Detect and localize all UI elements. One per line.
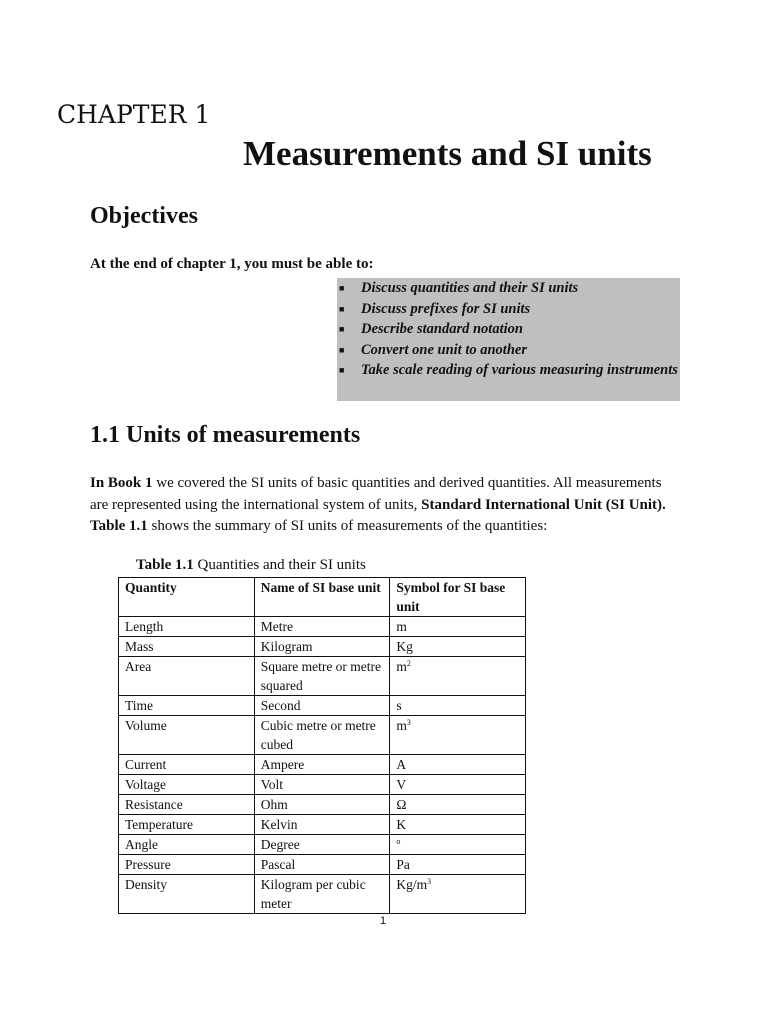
cell-unit-symbol-text: m bbox=[396, 659, 407, 674]
table-caption bbox=[136, 557, 366, 574]
table-row bbox=[119, 657, 526, 696]
cell-unit-name-text: Volt bbox=[260, 777, 283, 792]
unit-exponent: o bbox=[396, 837, 401, 846]
cell-quantity-text: Volume bbox=[125, 718, 167, 733]
paragraph-text: shows the summary of SI units of measurements of the quantities: bbox=[147, 518, 548, 534]
cell-unit-symbol bbox=[390, 617, 526, 637]
square-bullet-icon: ■ bbox=[339, 324, 345, 334]
objectives-list bbox=[337, 278, 680, 381]
cell-unit-name bbox=[254, 657, 390, 696]
table-caption-label: Table 1.1 bbox=[136, 557, 194, 573]
table-row bbox=[119, 716, 526, 755]
table-row bbox=[119, 875, 526, 914]
objective-item bbox=[337, 340, 680, 361]
paragraph-text: we covered the SI units of basic quantities and derived quantities. All measurements are represented using the international system of units, bbox=[90, 475, 662, 513]
cell-unit-symbol-text: Kg bbox=[396, 639, 413, 654]
cell-quantity bbox=[119, 617, 255, 637]
cell-quantity bbox=[119, 875, 255, 914]
cell-unit-name bbox=[254, 835, 390, 855]
cell-unit-symbol bbox=[390, 696, 526, 716]
table-row bbox=[119, 617, 526, 637]
cell-quantity bbox=[119, 835, 255, 855]
cell-quantity-text: Resistance bbox=[125, 797, 183, 812]
unit-exponent: 3 bbox=[406, 718, 411, 727]
table-row bbox=[119, 696, 526, 716]
cell-unit-name-text: Degree bbox=[260, 837, 300, 852]
section-heading: 1.1 Units of measurements bbox=[90, 422, 361, 448]
objectives-intro: At the end of chapter 1, you must be able to: bbox=[90, 256, 374, 272]
cell-unit-name-text: Kilogram per cubic meter bbox=[260, 877, 366, 911]
cell-unit-symbol bbox=[390, 875, 526, 914]
cell-unit-symbol-text: A bbox=[396, 757, 407, 772]
si-units-table bbox=[118, 577, 526, 914]
cell-unit-name bbox=[254, 815, 390, 835]
cell-unit-name-text: Kelvin bbox=[260, 817, 298, 832]
cell-quantity-text: Mass bbox=[125, 639, 154, 654]
cell-unit-symbol bbox=[390, 657, 526, 696]
cell-unit-symbol-text: m bbox=[396, 718, 407, 733]
objectives-heading: Objectives bbox=[90, 203, 198, 229]
unit-exponent: 2 bbox=[406, 659, 411, 668]
section-paragraph bbox=[90, 473, 680, 538]
square-bullet-icon: ■ bbox=[339, 365, 345, 375]
objective-text: Discuss quantities and their SI units bbox=[361, 280, 579, 296]
cell-unit-name-text: Square metre or metre squared bbox=[260, 659, 382, 693]
cell-unit-symbol bbox=[390, 795, 526, 815]
cell-quantity-text: Angle bbox=[125, 837, 158, 852]
cell-unit-name-text: Ampere bbox=[260, 757, 305, 772]
cell-quantity-text: Temperature bbox=[125, 817, 194, 832]
cell-unit-name-text: Kilogram bbox=[260, 639, 313, 654]
cell-unit-name bbox=[254, 637, 390, 657]
objectives-box bbox=[337, 278, 680, 401]
cell-quantity bbox=[119, 657, 255, 696]
cell-unit-symbol-text: m bbox=[396, 619, 407, 634]
cell-unit-name bbox=[254, 617, 390, 637]
cell-unit-name bbox=[254, 755, 390, 775]
table-reference: Table 1.1 bbox=[90, 518, 148, 534]
cell-unit-name-text: Pascal bbox=[260, 857, 296, 872]
cell-unit-name bbox=[254, 716, 390, 755]
objective-text: Describe standard notation bbox=[361, 321, 523, 337]
page-title: Measurements and SI units bbox=[243, 134, 652, 173]
objective-text: Take scale reading of various measuring instruments bbox=[361, 362, 678, 378]
cell-quantity bbox=[119, 755, 255, 775]
cell-unit-symbol bbox=[390, 716, 526, 755]
cell-quantity-text: Length bbox=[125, 619, 164, 634]
table-row bbox=[119, 795, 526, 815]
table-row bbox=[119, 755, 526, 775]
table-body bbox=[119, 617, 526, 914]
cell-quantity-text: Density bbox=[125, 877, 167, 892]
si-unit-term: Standard International Unit (SI Unit). bbox=[421, 496, 666, 513]
cell-unit-symbol-text: Pa bbox=[396, 857, 410, 872]
cell-quantity bbox=[119, 696, 255, 716]
table-row bbox=[119, 637, 526, 657]
table-caption-text: Quantities and their SI units bbox=[193, 557, 366, 573]
objective-item bbox=[337, 278, 680, 299]
square-bullet-icon: ■ bbox=[339, 283, 345, 293]
cell-unit-name bbox=[254, 775, 390, 795]
chapter-label: CHAPTER 1 bbox=[57, 100, 211, 129]
cell-unit-symbol bbox=[390, 855, 526, 875]
cell-quantity-text: Pressure bbox=[125, 857, 171, 872]
table-row bbox=[119, 855, 526, 875]
cell-quantity bbox=[119, 795, 255, 815]
cell-unit-name bbox=[254, 875, 390, 914]
header-unit-symbol: Symbol for SI base unit bbox=[390, 578, 526, 617]
table-row bbox=[119, 775, 526, 795]
objective-text: Convert one unit to another bbox=[361, 341, 527, 358]
cell-unit-name-text: Ohm bbox=[260, 797, 288, 812]
cell-unit-name bbox=[254, 855, 390, 875]
square-bullet-icon: ■ bbox=[339, 303, 345, 314]
cell-unit-symbol bbox=[390, 775, 526, 795]
cell-unit-symbol bbox=[390, 815, 526, 835]
header-unit-name: Name of SI base unit bbox=[254, 578, 390, 617]
cell-unit-symbol-text: K bbox=[396, 817, 407, 832]
cell-quantity bbox=[119, 855, 255, 875]
cell-unit-name bbox=[254, 696, 390, 716]
table-row bbox=[119, 835, 526, 855]
cell-quantity bbox=[119, 815, 255, 835]
cell-quantity bbox=[119, 775, 255, 795]
square-bullet-icon: ■ bbox=[339, 344, 345, 355]
cell-unit-name-text: Cubic metre or metre cubed bbox=[260, 718, 376, 752]
table-header-row bbox=[119, 578, 526, 617]
cell-unit-symbol-text: Ω bbox=[396, 797, 407, 812]
cell-quantity-text: Voltage bbox=[125, 777, 166, 792]
cell-quantity bbox=[119, 716, 255, 755]
page-number: 1 bbox=[380, 915, 387, 927]
cell-unit-symbol-text: V bbox=[396, 777, 407, 792]
objective-item bbox=[337, 360, 680, 381]
cell-unit-name-text: Metre bbox=[260, 619, 293, 634]
cell-quantity-text: Current bbox=[125, 757, 167, 772]
cell-unit-symbol bbox=[390, 637, 526, 657]
cell-unit-symbol-text: Kg/m bbox=[396, 877, 428, 892]
objective-text: Discuss prefixes for SI units bbox=[361, 300, 531, 317]
cell-unit-symbol bbox=[390, 755, 526, 775]
cell-unit-name-text: Second bbox=[260, 698, 301, 713]
cell-quantity bbox=[119, 637, 255, 657]
book-reference: In Book 1 bbox=[90, 475, 153, 491]
cell-unit-symbol bbox=[390, 835, 526, 855]
cell-quantity-text: Time bbox=[125, 698, 154, 713]
header-quantity: Quantity bbox=[119, 578, 255, 617]
objective-item bbox=[337, 319, 680, 340]
cell-quantity-text: Area bbox=[125, 659, 152, 674]
cell-unit-symbol-text: s bbox=[396, 698, 402, 713]
unit-exponent: 3 bbox=[427, 877, 432, 886]
table-row bbox=[119, 815, 526, 835]
objective-item bbox=[337, 299, 680, 320]
cell-unit-name bbox=[254, 795, 390, 815]
